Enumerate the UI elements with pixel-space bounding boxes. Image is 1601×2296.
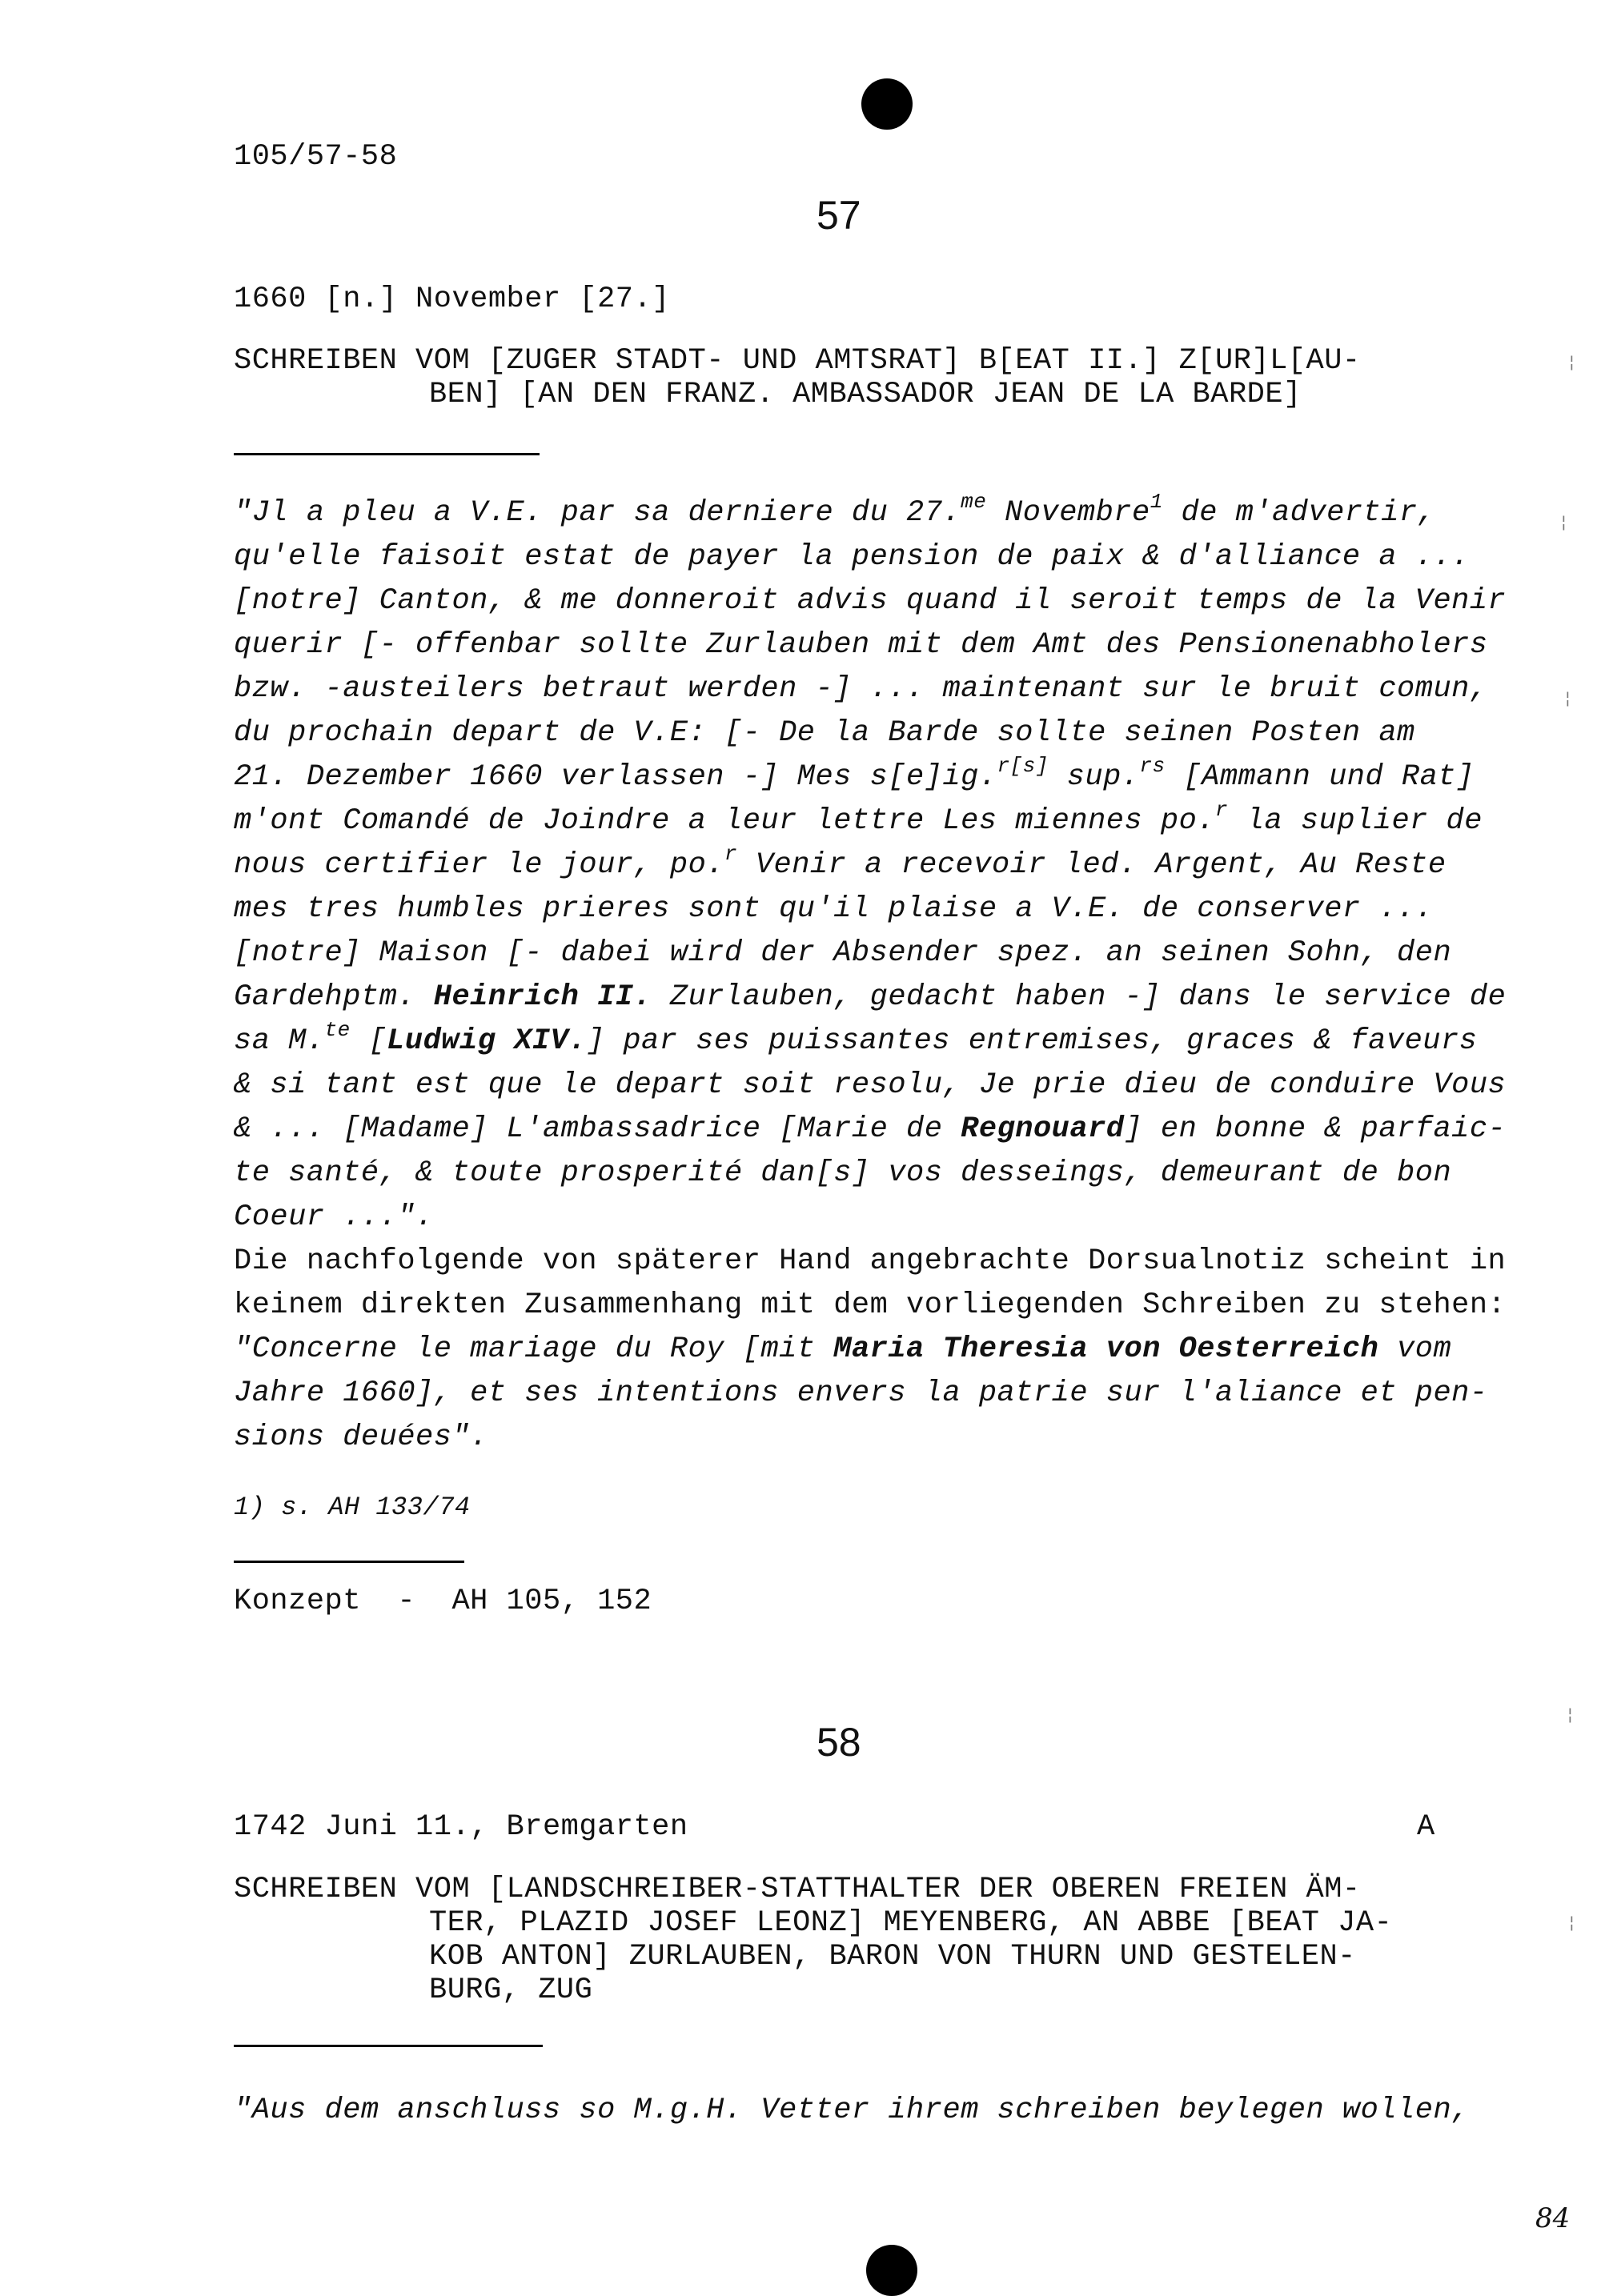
handwritten-folio-number: 84 (1535, 2202, 1571, 2234)
body-line: qu'elle faisoit estat de payer la pension de paix & d'alliance a ... (234, 540, 1470, 574)
body-line: sa M.$^{te}$ [Ludwig XIV.] par ses puissantes entremises, graces & faveurs (234, 1018, 1478, 1058)
body-line: "Jl a pleu a V.E. par sa derniere du 27.$^{me}$ Novembre$^1$ de m'advertir, (234, 490, 1436, 530)
body-line: du prochain depart de V.E: [- De la Barde sollte seinen Posten am (234, 716, 1415, 750)
body-line: querir [- offenbar sollte Zurlauben mit dem Amt des Pensionenabholers (234, 628, 1488, 662)
body-line: 21. Dezember 1660 verlassen -] Mes s[e]ig.$^{r[s]}$ sup.$^{rs}$ [Ammann und Rat] (234, 754, 1475, 794)
body-line: mes tres humbles prieres sont qu'il plaise a V.E. de conserver ... (234, 892, 1434, 926)
divider (234, 1561, 464, 1563)
note-line: keinem direkten Zusammenhang mit dem vorliegenden Schreiben zu stehen: (234, 1288, 1507, 1322)
document-title (234, 1873, 1392, 2007)
margin-mark: ¦ (1561, 512, 1567, 531)
title-line: KOB ANTON] ZURLAUBEN, BARON VON THURN UND GESTELEN- (429, 1940, 1356, 1973)
page-reference: 105/57-58 (234, 140, 398, 174)
document-number-58: 58 (817, 1720, 861, 1765)
body-line: [notre] Maison [- dabei wird der Absender spez. an seinen Sohn, den (234, 936, 1452, 970)
body-line: te santé, & toute prosperité dan[s] vos desseings, demeurant de bon (234, 1156, 1452, 1190)
person-name: Ludwig XIV. (387, 1024, 587, 1058)
margin-mark: ¦ (1569, 1913, 1575, 1932)
body-line: Coeur ...". (234, 1200, 434, 1234)
title-line: BEN] [AN DEN FRANZ. AMBASSADOR JEAN DE LA BARDE] (429, 378, 1302, 411)
title-line: SCHREIBEN VOM [ZUGER STADT- UND AMTSRAT] B[EAT II.] Z[UR]L[AU- (234, 344, 1361, 378)
person-name: Regnouard (961, 1112, 1125, 1146)
punch-hole-top (861, 78, 913, 130)
body-line: & ... [Madame] L'ambassadrice [Marie de Regnouard] en bonne & parfaic- (234, 1112, 1507, 1146)
source-note: Konzept - AH 105, 152 (234, 1585, 652, 1618)
note-line: Die nachfolgende von späterer Hand angebrachte Dorsualnotiz scheint in (234, 1244, 1507, 1278)
title-line: BURG, ZUG (429, 1973, 593, 2007)
body-line: Gardehptm. Heinrich II. Zurlauben, gedacht haben -] dans le service de (234, 980, 1507, 1014)
document-number-57: 57 (817, 193, 861, 238)
body-line: bzw. -austeilers betraut werden -] ... maintenant sur le bruit comun, (234, 672, 1488, 706)
divider (234, 453, 540, 455)
margin-mark: ¦ (1565, 688, 1571, 707)
note-line: Jahre 1660], et ses intentions envers la patrie sur l'aliance et pen- (234, 1376, 1488, 1410)
document-date: 1660 [n.] November [27.] (234, 282, 670, 316)
document-date: 1742 Juni 11., Bremgarten (234, 1810, 688, 1844)
body-line: nous certifier le jour, po.$^r$ Venir a recevoir led. Argent, Au Reste (234, 842, 1447, 882)
body-line: "Aus dem anschluss so M.g.H. Vetter ihrem schreiben beylegen wollen, (234, 2094, 1470, 2127)
note-line: "Concerne le mariage du Roy [mit Maria Theresia von Oesterreich vom (234, 1332, 1452, 1366)
document-marker: A (1417, 1810, 1435, 1844)
margin-mark: ¦ (1567, 1705, 1573, 1724)
footnote: 1) s. AH 133/74 (234, 1493, 471, 1522)
title-line: TER, PLAZID JOSEF LEONZ] MEYENBERG, AN ABBE [BEAT JA- (429, 1906, 1393, 1940)
margin-mark: ¦ (1569, 352, 1575, 371)
note-line: sions deuées". (234, 1420, 488, 1454)
person-name: Heinrich II. (433, 980, 652, 1014)
body-line: [notre] Canton, & me donneroit advis quand il seroit temps de la Venir (234, 584, 1507, 618)
title-line: SCHREIBEN VOM [LANDSCHREIBER-STATTHALTER DER OBEREN FREIEN ÄM- (234, 1873, 1361, 1906)
document-title (234, 344, 1361, 411)
person-name: Maria Theresia von Oesterreich (833, 1332, 1379, 1366)
body-line: & si tant est que le depart soit resolu, Je prie dieu de conduire Vous (234, 1068, 1507, 1102)
body-line: m'ont Comandé de Joindre a leur lettre Les miennes po.$^r$ la suplier de (234, 798, 1483, 838)
divider (234, 2045, 543, 2047)
